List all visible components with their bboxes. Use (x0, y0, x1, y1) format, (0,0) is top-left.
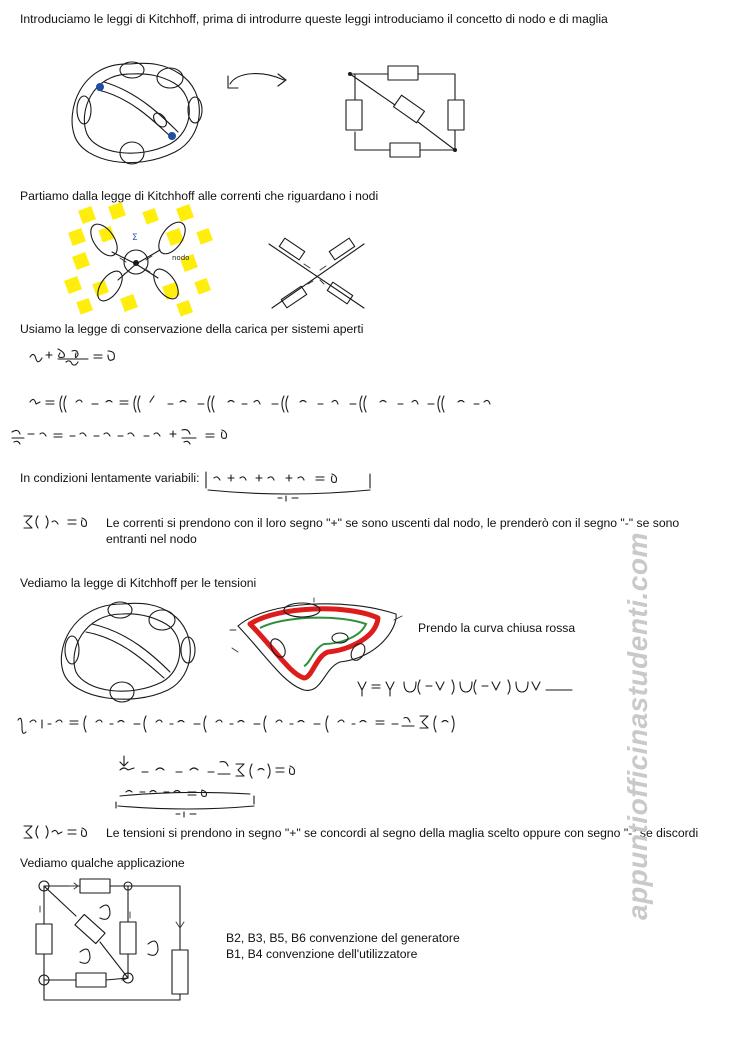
equation-line-integrals (16, 712, 486, 822)
equation-charge (28, 345, 138, 367)
equation-surface-integrals (28, 392, 498, 416)
node-dot-2 (168, 132, 176, 140)
red-curve-caption: Prendo la curva chiusa rossa (418, 621, 576, 635)
application-circuit (30, 872, 200, 1012)
equation-node-sum (10, 424, 250, 448)
equation-sum-voltages (20, 822, 100, 844)
applications-heading: Vediamo qualche applicazione (20, 856, 185, 870)
bridge-circuit (340, 60, 470, 160)
svg-text:Σ: Σ (132, 233, 138, 243)
crossed-resistors (264, 236, 374, 316)
equation-sum-currents (20, 512, 100, 534)
slow-conditions-label: In condizioni lentamente variabili: (20, 471, 200, 485)
node-dot-1 (96, 83, 104, 91)
ring-sketch-2 (50, 598, 200, 710)
current-sign-rule-line2: entranti nel nodo (106, 532, 197, 546)
watermark: appuntiofficinastudenti.com (622, 532, 653, 920)
ring-sketch-1 (60, 52, 210, 182)
user-convention-text: B1, B4 convenzione dell'utilizzatore (226, 947, 418, 961)
charge-conservation-heading: Usiamo la legge di conservazione della carica per sistemi aperti (20, 322, 364, 336)
equation-slow-sum (204, 468, 374, 504)
svg-text:nodo: nodo (172, 254, 190, 262)
node-highlight-sketch (60, 200, 220, 318)
intro-text: Introduciamo le leggi di Kitchhoff, prima di introdurre queste leggi introduciamo il concetto di nodo e di maglia (20, 12, 608, 26)
voltage-law-heading: Vediamo la legge di Kitchhoff per le tensioni (20, 576, 257, 590)
equivalence-arrow (222, 66, 292, 96)
current-sign-rule-line1: Le correnti si prendono con il loro segno "+" se sono uscenti dal nodo, le prenderò con il segno "-" se sono (106, 516, 680, 530)
equation-gamma-union (356, 676, 576, 698)
voltage-sign-rule: Le tensioni si prendono in segno "+" se concordi al segno della maglia scelto oppure con segno "-" se discordi (106, 826, 699, 840)
generator-convention-text: B2, B3, B5, B6 convenzione del generatore (226, 931, 460, 945)
current-law-heading: Partiamo dalla legge di Kitchhoff alle correnti che riguardano i nodi (20, 189, 379, 203)
